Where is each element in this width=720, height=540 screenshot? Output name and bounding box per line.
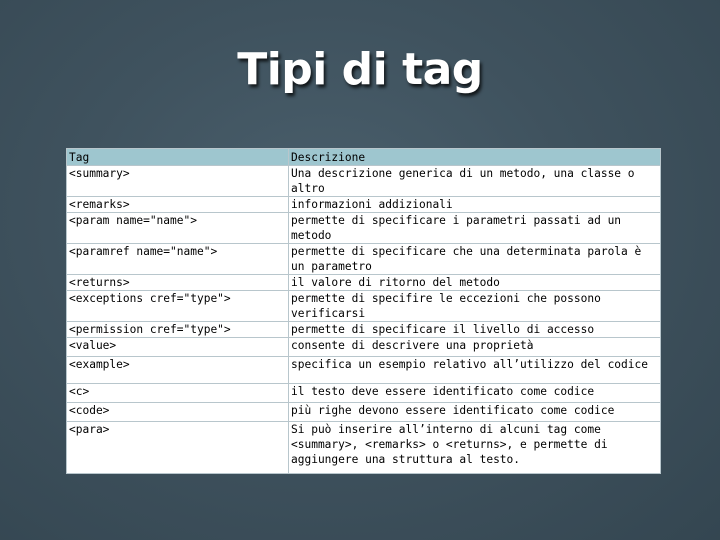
tag-cell: <permission cref="type"> (67, 322, 289, 338)
description-cell: informazioni addizionali (289, 197, 661, 213)
tag-cell: <para> (67, 422, 289, 474)
tag-cell: <param name="name"> (67, 213, 289, 244)
table-row (67, 166, 661, 197)
table-row (67, 275, 661, 291)
tag-cell: <value> (67, 338, 289, 357)
tag-cell: <remarks> (67, 197, 289, 213)
slide-title: Tipi di tag (237, 44, 483, 95)
tag-cell: <code> (67, 403, 289, 422)
description-cell: Si può inserire all’interno di alcuni tag come <summary>, <remarks> o <returns>, e permette di aggiungere una struttura al testo. (289, 422, 661, 474)
description-cell: più righe devono essere identificato come codice (289, 403, 661, 422)
table-row (67, 422, 661, 474)
tag-cell: <summary> (67, 166, 289, 197)
table-row (67, 244, 661, 275)
table-row (67, 357, 661, 384)
tag-cell: <example> (67, 357, 289, 384)
tag-types-table (66, 148, 661, 474)
description-cell: il valore di ritorno del metodo (289, 275, 661, 291)
tag-cell: <c> (67, 384, 289, 403)
tag-cell: <returns> (67, 275, 289, 291)
description-cell: consente di descrivere una proprietà (289, 338, 661, 357)
description-cell: specifica un esempio relativo all’utilizzo del codice (289, 357, 661, 384)
table-row (67, 403, 661, 422)
tag-cell: <exceptions cref="type"> (67, 291, 289, 322)
description-cell: permette di specificare i parametri passati ad un metodo (289, 213, 661, 244)
table-row (67, 197, 661, 213)
tag-cell: <paramref name="name"> (67, 244, 289, 275)
table-row (67, 322, 661, 338)
description-cell: permette di specificare che una determinata parola è un parametro (289, 244, 661, 275)
table-row (67, 291, 661, 322)
description-cell: il testo deve essere identificato come codice (289, 384, 661, 403)
table-header-row (67, 149, 661, 166)
header-description: Descrizione (289, 149, 661, 166)
table-row (67, 338, 661, 357)
description-cell: permette di specificare il livello di accesso (289, 322, 661, 338)
description-cell: permette di specifire le eccezioni che possono verificarsi (289, 291, 661, 322)
table-row (67, 213, 661, 244)
description-cell: Una descrizione generica di un metodo, una classe o altro (289, 166, 661, 197)
table-row (67, 384, 661, 403)
header-tag: Tag (67, 149, 289, 166)
